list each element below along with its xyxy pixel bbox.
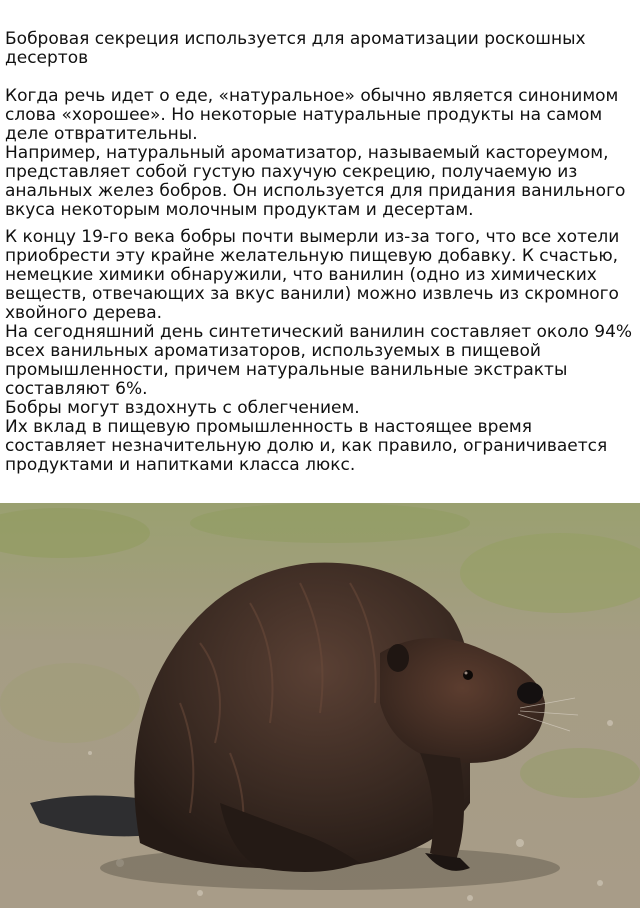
grass-patch — [190, 503, 470, 543]
article-paragraph: К концу 19-го века бобры почти вымерли из-за того, что все хотели приобрести эту крайне желательную пищевую добавку. К счастью, немецкие химики обнаружили, что ванилин (одно из химических веществ, отвечающих за вкус ванили) можно извлечь из скромного хвойного дерева. — [5, 227, 620, 323]
article-paragraph: На сегодняшний день синтетический ванилин составляет около 94% всех ванильных ароматизаторов, используемых в пищевой промышленности, причем натуральные ванильные экстракты составляют 6%. — [5, 322, 633, 399]
article-title: Бобровая секреция используется для ароматизации роскошных десертов — [5, 29, 586, 68]
article-paragraph: Их вклад в пищевую промышленность в настоящее время составляет незначительную долю и, как правило, ограничивается продуктами и напитками класса люкс. — [5, 417, 608, 475]
beaver-ear — [387, 644, 409, 672]
beaver-eye — [463, 670, 473, 680]
beaver-illustration — [0, 503, 640, 908]
grass-patch — [520, 748, 640, 798]
beaver-eye-highlight — [465, 672, 468, 675]
article-paragraph: Например, натуральный ароматизатор, называемый кастореумом, представляет собой густую пахучую секрецию, получаемую из анальных желез бобров. Он используется для придания ванильного вкуса некоторым молочным продуктам и десертам. — [5, 143, 626, 220]
article-paragraph: Бобры могут вздохнуть с облегчением. — [5, 398, 360, 418]
grass-patch — [0, 663, 140, 743]
beaver-nose — [517, 682, 543, 704]
article — [5, 30, 635, 475]
beaver-photo — [0, 503, 640, 908]
article-paragraph: Когда речь идет о еде, «натуральное» обычно является синонимом слова «хорошее». Но некоторые натуральные продукты на самом деле отвратительны. — [5, 86, 619, 144]
